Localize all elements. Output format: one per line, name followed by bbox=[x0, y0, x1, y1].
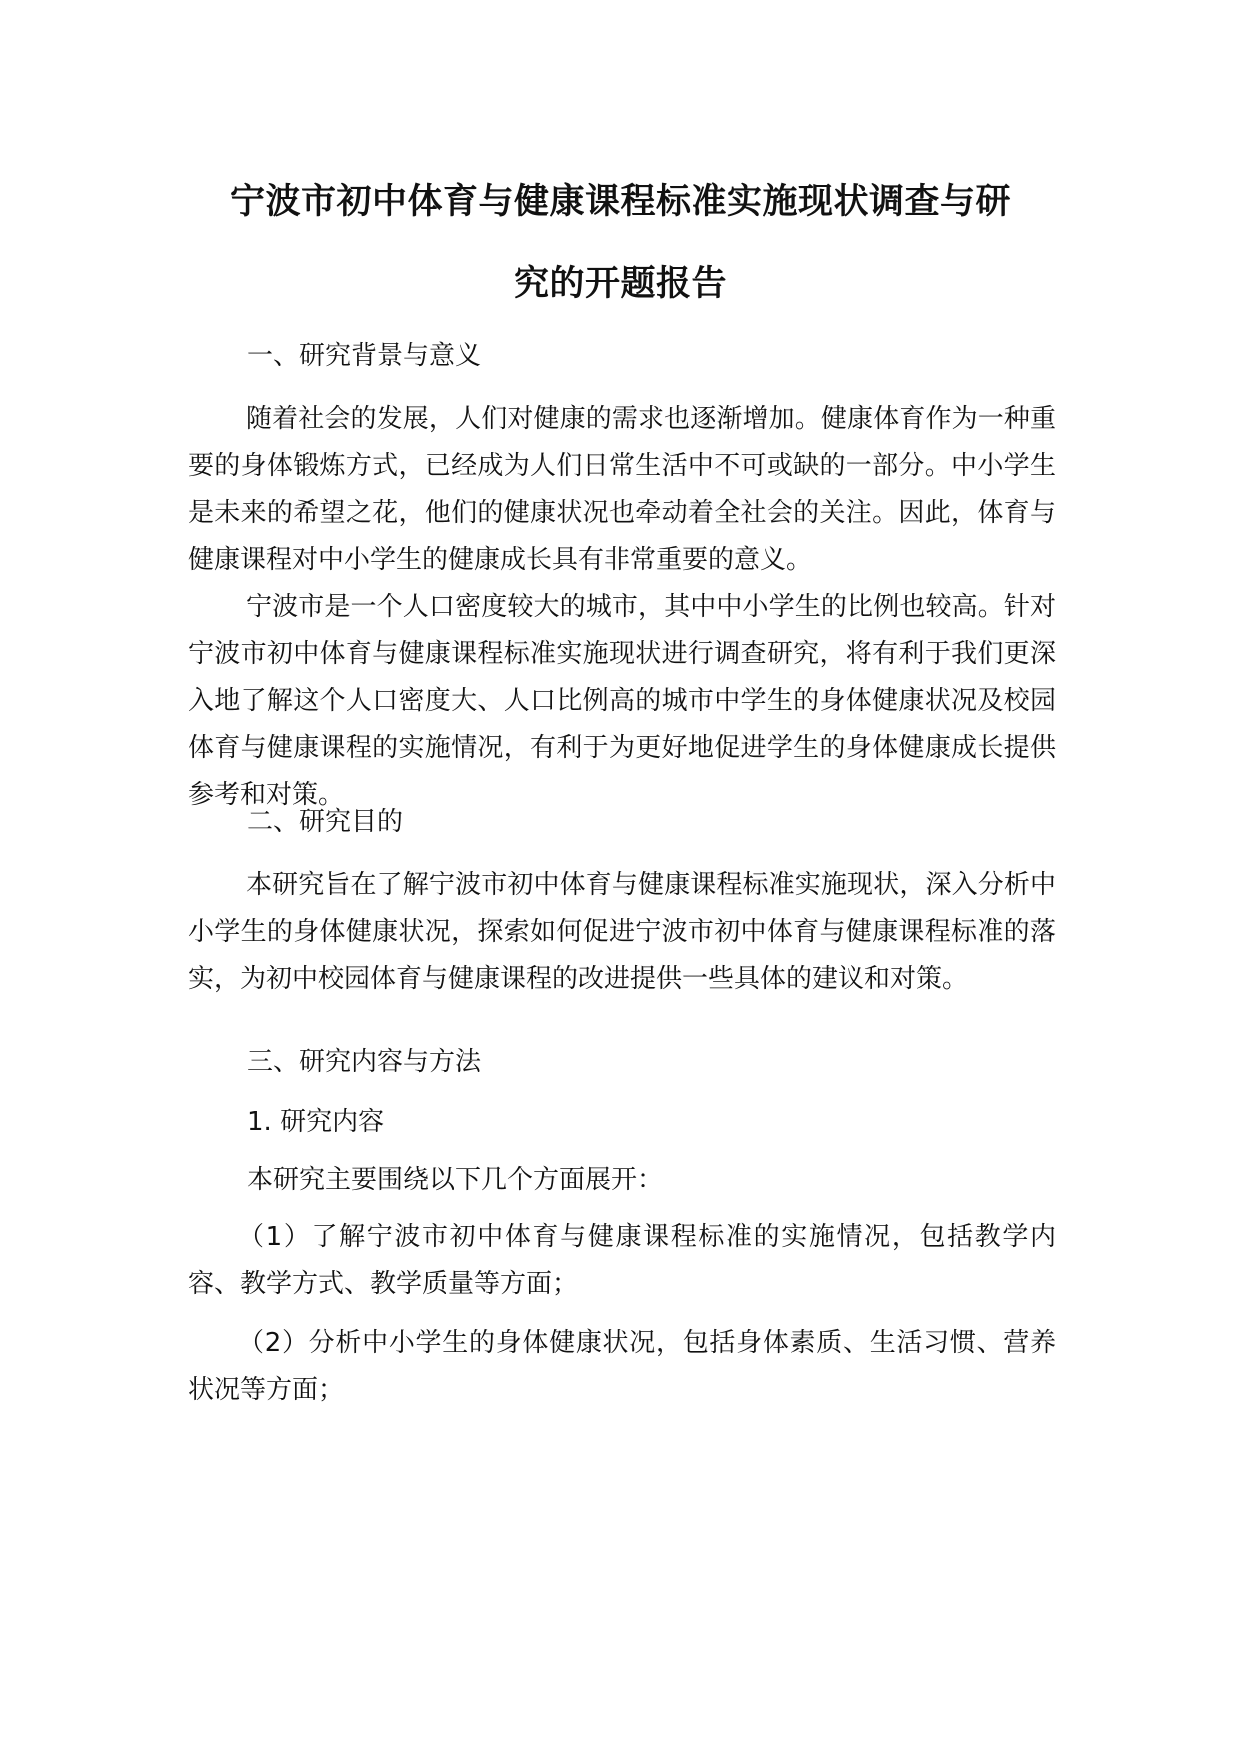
paragraph-background-2: 宁波市是一个人口密度较大的城市，其中中小学生的比例也较高。针对宁波市初中体育与健康课程标准实施现状进行调查研究，将有利于我们更深入地了解这个人口密度大、人口比例高的城市中学生的身体健康状况及校园体育与健康课程的实施情况，有利于为更好地促进学生的身体健康成长提供参考和对策。 bbox=[188, 592, 1056, 810]
document-title-line-1: 宁波市初中体育与健康课程标准实施现状调查与研 bbox=[229, 182, 1011, 222]
paragraph-background-1: 随着社会的发展，人们对健康的需求也逐渐增加。健康体育作为一种重要的身体锻炼方式，已经成为人们日常生活中不可或缺的一部分。中小学生是未来的希望之花，他们的健康状况也牵动着全社会的关注。因此，体育与健康课程对中小学生的健康成长具有非常重要的意义。 bbox=[188, 404, 1056, 575]
document-title-line-2: 究的开题报告 bbox=[513, 264, 727, 304]
section-heading-content-methods: 三、研究内容与方法 bbox=[247, 1047, 482, 1077]
subsection-heading-content: 1. 研究内容 bbox=[247, 1107, 385, 1137]
content-intro: 本研究主要围绕以下几个方面展开： bbox=[247, 1165, 664, 1195]
paragraph-purpose: 本研究旨在了解宁波市初中体育与健康课程标准实施现状，深入分析中小学生的身体健康状况，探索如何促进宁波市初中体育与健康课程标准的落实，为初中校园体育与健康课程的改进提供一些具体的建议和对策。 bbox=[188, 870, 1056, 994]
list-item-1: （1）了解宁波市初中体育与健康课程标准的实施情况，包括教学内容、教学方式、教学质量等方面； bbox=[188, 1222, 1056, 1299]
section-heading-purpose: 二、研究目的 bbox=[247, 807, 404, 837]
list-item-2: （2）分析中小学生的身体健康状况，包括身体素质、生活习惯、营养状况等方面； bbox=[188, 1328, 1056, 1405]
section-heading-background: 一、研究背景与意义 bbox=[247, 341, 482, 371]
